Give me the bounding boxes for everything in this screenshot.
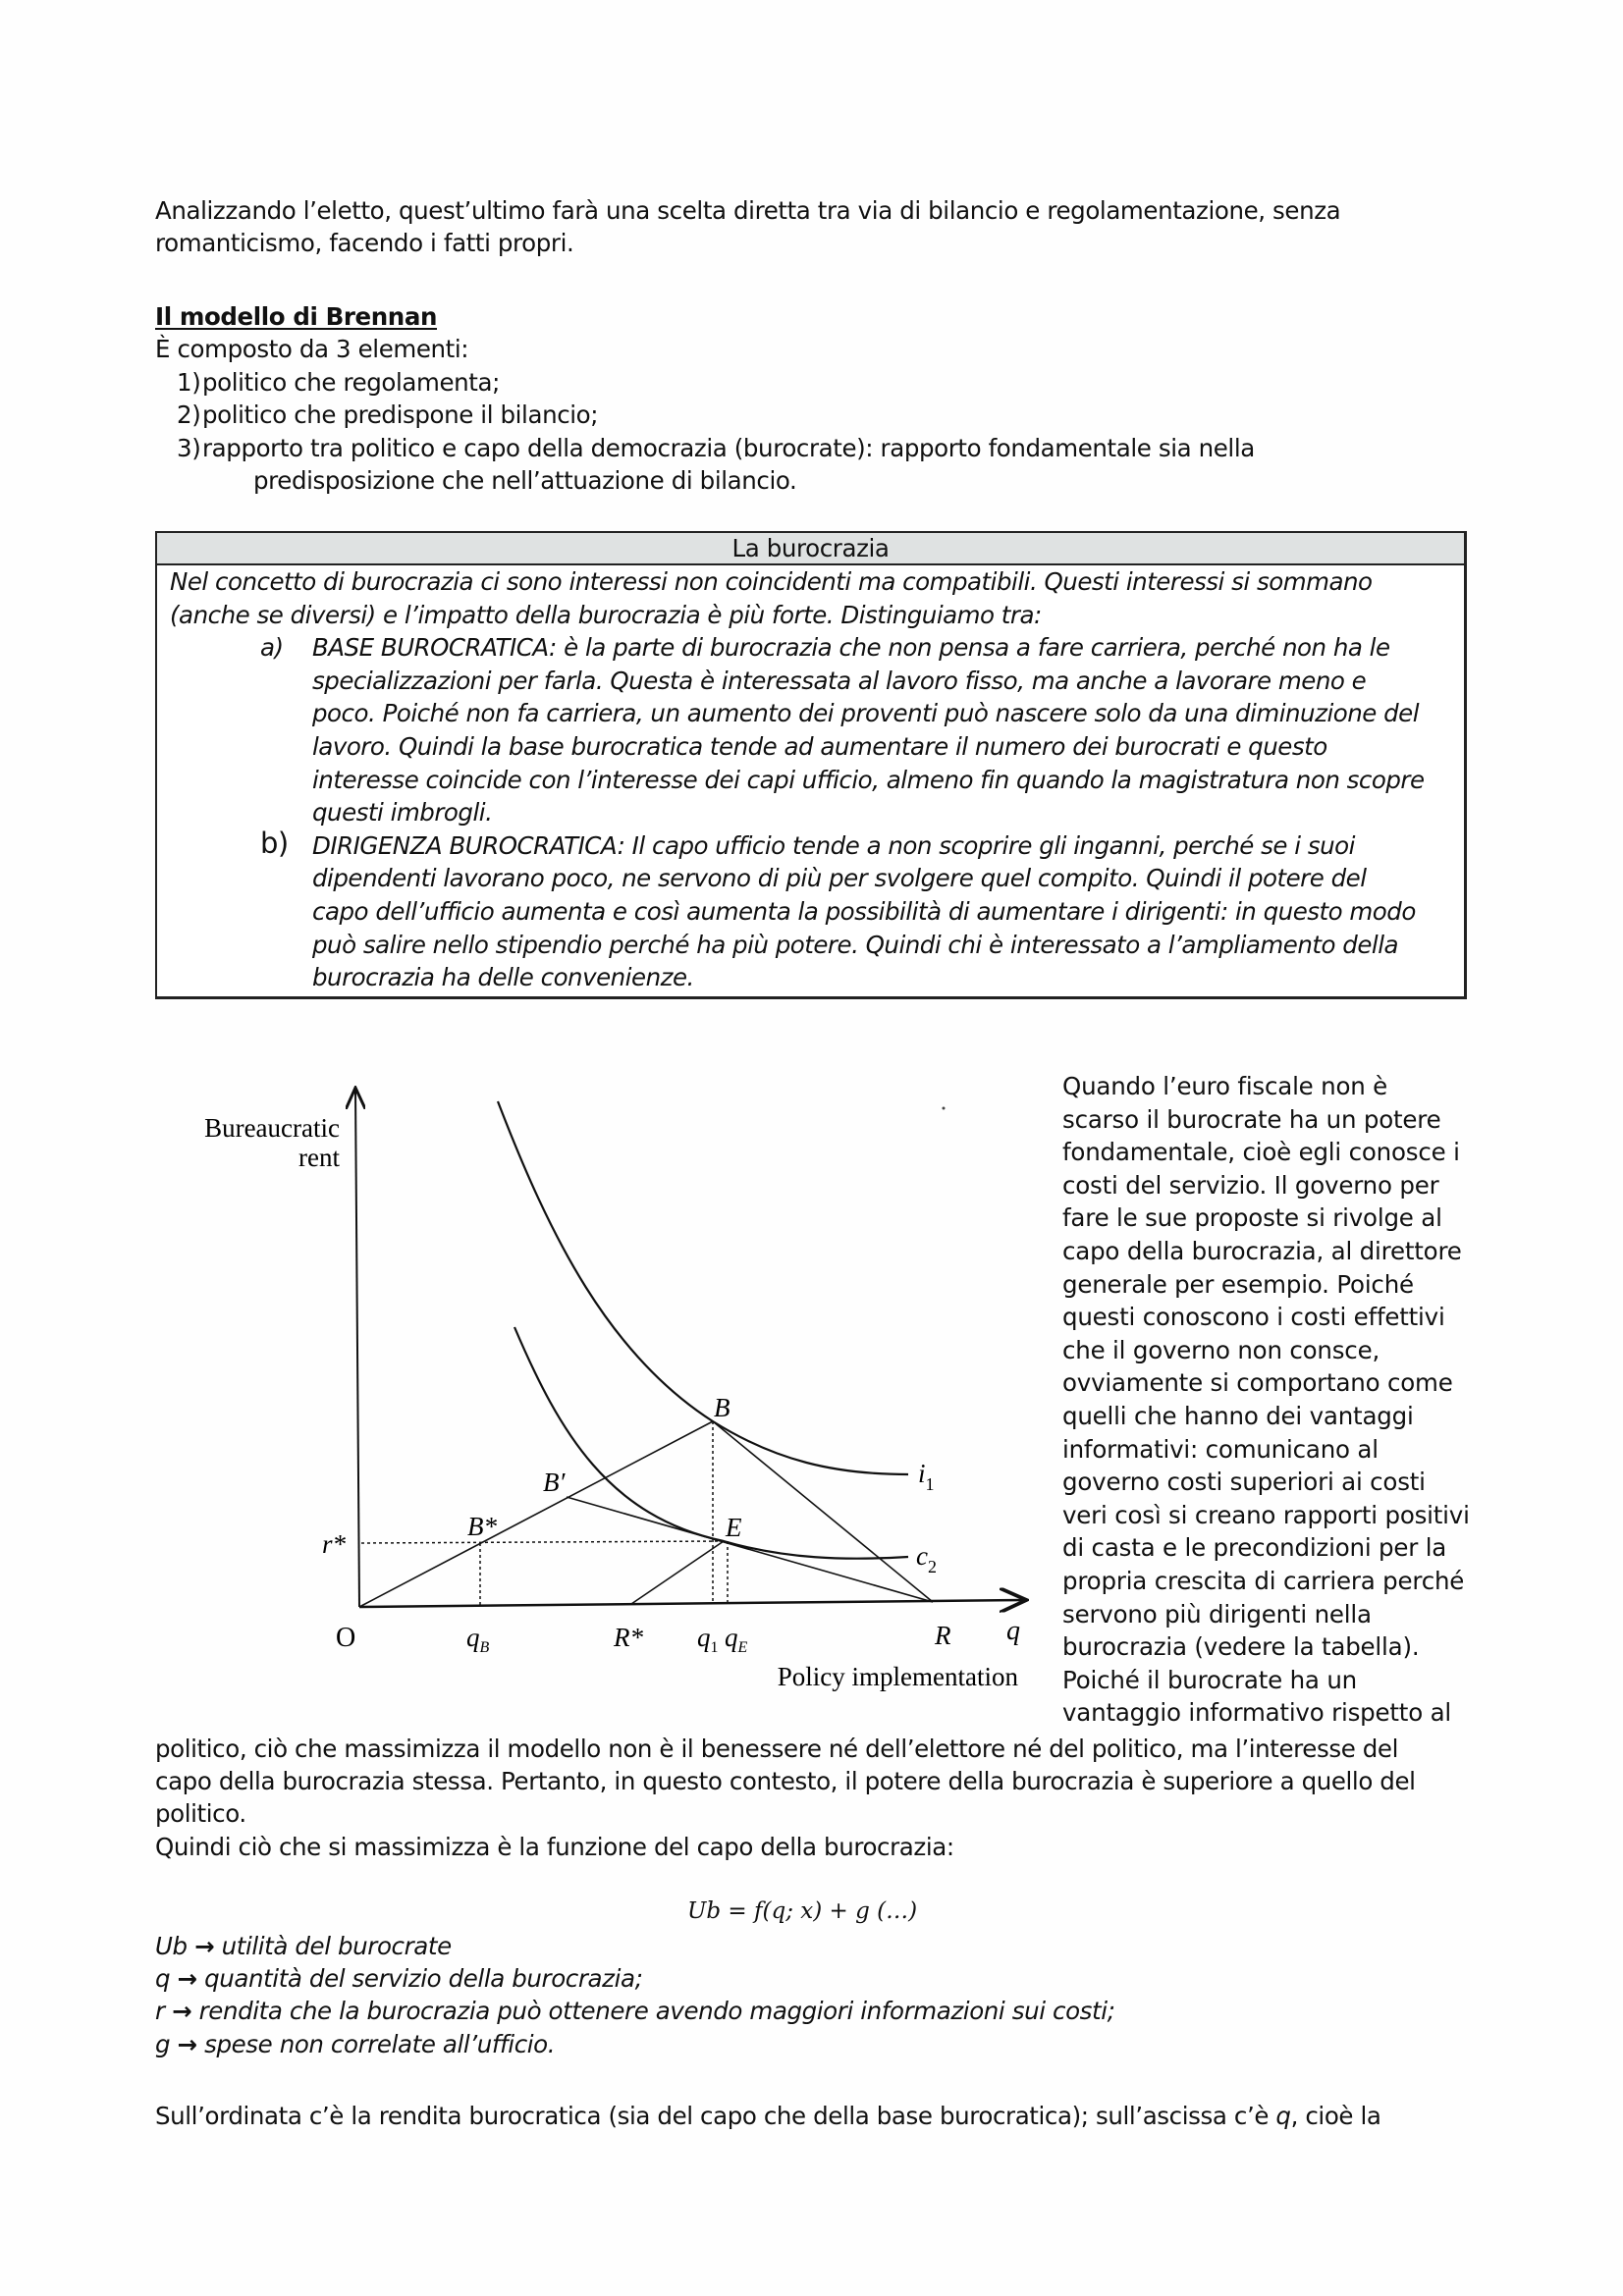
definition-symbol: q (155, 1964, 171, 1993)
right-line: questi conoscono i costi effettivi (1062, 1303, 1445, 1332)
dotted-rstar (361, 1541, 724, 1543)
right-line: informativi: comunicano al (1062, 1434, 1379, 1464)
right-line: fare le sue proposte si rivolge al (1062, 1203, 1442, 1233)
q1-label: $q_1$ (697, 1623, 719, 1656)
x-axis-var: q (1006, 1616, 1020, 1646)
box-item-line: capo dell’ufficio aumenta e così aumenta la possibilità di aumentare i dirigenti: in questo modo (312, 896, 1416, 926)
right-line: veri così si creano rapporti positivi (1062, 1500, 1470, 1529)
arrow-icon: → (194, 1932, 215, 1960)
line-rstar-e (631, 1541, 724, 1604)
definition-ub (155, 1930, 452, 1963)
box-item-line: poco. Poiché non fa carriera, un aumento dei proventi può nascere solo da una diminuzione del (312, 699, 1420, 728)
box-item-line: dipendenti lavorano poco, ne servono di più per svolgere quel compito. Quindi il potere del (312, 864, 1367, 893)
arrow-icon: → (177, 1964, 197, 1993)
continuation-line-4: Quindi ciò che si massimizza è la funzione del capo della burocrazia: (155, 1833, 954, 1861)
right-line: Poiché il burocrate ha un (1062, 1665, 1357, 1694)
right-line: burocrazia (vedere la tabella). (1062, 1632, 1420, 1662)
box-item-line: può salire nello stipendio perché ha più potere. Quindi chi è interessato a l’ampliamento della (312, 930, 1399, 959)
definition-g (155, 2028, 555, 2061)
continuation-line-2: capo della burocrazia stessa. Pertanto, in questo contesto, il potere della burocrazia è superiore a quello del (155, 1767, 1416, 1795)
item-marker: b) (260, 826, 289, 860)
right-line: fondamentale, cioè egli conosce i (1062, 1138, 1460, 1167)
r-label: R (935, 1621, 951, 1650)
list-number: 1) (177, 368, 201, 397)
continuation-line-1: politico, ciò che massimizza il modello non è il benessere né dell’elettore né del politico, ma l’interesse del (155, 1735, 1399, 1763)
definition-text: rendita che la burocrazia può ottenere avendo maggiori informazioni sui costi; (198, 1997, 1115, 2025)
right-line: capo della burocrazia, al direttore (1062, 1236, 1462, 1265)
curve-c2-label: $c_2$ (916, 1541, 937, 1576)
box-intro-line: Nel concetto di burocrazia ci sono interessi non coincidenti ma compatibili. Questi interessi si sommano (170, 567, 1373, 596)
x-axis (359, 1600, 1024, 1607)
definition-text: spese non correlate all’ufficio. (204, 2030, 556, 2058)
final-text-var: q (1275, 2102, 1291, 2130)
line-o-b (359, 1421, 713, 1607)
list-text: politico che regolamenta; (202, 368, 500, 397)
arrow-icon: → (177, 2030, 197, 2058)
definition-text: quantità del servizio della burocrazia; (204, 1964, 643, 1993)
right-line: scarso il burocrate ha un potere (1062, 1104, 1441, 1134)
definition-r (155, 1995, 1115, 2028)
box-item-line: specializzazioni per farla. Questa è interessata al lavoro fisso, ma anche a lavorare meno e (312, 666, 1367, 695)
final-text-after: , cioè la (1290, 2102, 1381, 2130)
definition-text: utilità del burocrate (221, 1932, 452, 1960)
brennan-intro: È composto da 3 elementi: (155, 335, 469, 363)
y-axis-label-1: Bureaucratic (204, 1113, 340, 1143)
y-axis (355, 1090, 359, 1607)
section-heading: Il modello di Brennan (155, 302, 438, 331)
right-line: ovviamente si comportano come (1062, 1368, 1453, 1398)
right-line: di casta e le precondizioni per la (1062, 1533, 1447, 1563)
rstar-label: R* (614, 1623, 643, 1652)
right-line: propria crescita di carriera perché (1062, 1566, 1465, 1595)
right-line: Quando l’euro fiscale non è (1062, 1072, 1388, 1100)
r-star-label: r* (322, 1529, 347, 1559)
right-line: governo costi superiori ai costi (1062, 1468, 1426, 1497)
intro-line-1: Analizzando l’eletto, quest’ultimo farà una scelta diretta tra via di bilancio e regolamentazione, senza (155, 196, 1341, 225)
qb-label: $q_B$ (466, 1623, 490, 1656)
list-number: 3) (177, 434, 201, 462)
point-b-label: B (714, 1393, 730, 1422)
box-title: La burocrazia (157, 533, 1464, 565)
arrow-icon: → (172, 1997, 192, 2025)
right-line: quelli che hanno dei vantaggi (1062, 1401, 1414, 1430)
right-line: servono più dirigenti nella (1062, 1599, 1372, 1629)
list-number: 2) (177, 400, 201, 429)
right-line: costi del servizio. Il governo per (1062, 1170, 1439, 1200)
list-text: politico che predispone il bilancio; (202, 400, 599, 429)
right-line: vantaggio informativo rispetto al (1062, 1698, 1451, 1728)
right-line: generale per esempio. Poiché (1062, 1269, 1414, 1299)
definition-symbol: r (155, 1997, 165, 2025)
box-item-line: questi imbrogli. (312, 798, 493, 828)
box-item-line: BASE BUROCRATICA: è la parte di burocrazia che non pensa a fare carriera, perché non ha le (312, 633, 1390, 663)
origin-label: O (336, 1623, 356, 1653)
item-marker: a) (260, 633, 284, 663)
definition-symbol: Ub (155, 1932, 188, 1960)
box-item-line: burocrazia ha delle convenienze. (312, 963, 694, 992)
right-column (1062, 1070, 1470, 1730)
continuation-line-3: politico. (155, 1799, 246, 1828)
box-item-line: interesse coincide con l’interesse dei capi ufficio, almeno fin quando la magistratura non scopre (312, 765, 1425, 794)
box-intro-line: (anche se diversi) e l’impatto della burocrazia è più forte. Distinguiamo tra: (170, 600, 1042, 629)
box-item-line: DIRIGENZA BUROCRATICA: Il capo ufficio tende a non scoprire gli inganni, perché se i suoi (312, 830, 1355, 860)
qe-label: $q_E$ (725, 1623, 748, 1656)
scan-speck (943, 1107, 946, 1110)
point-bstar-label: B* (467, 1512, 497, 1541)
curve-i1-label: $i_1$ (918, 1459, 935, 1494)
brennan-item-3-continued: predisposizione che nell’attuazione di bilancio. (253, 466, 797, 495)
line-b-r (713, 1421, 933, 1602)
y-axis-label-2: rent (298, 1143, 340, 1172)
point-e-label: E (726, 1513, 742, 1542)
intro-line-2: romanticismo, facendo i fatti propri. (155, 229, 574, 257)
point-bprime-label: B′ (543, 1468, 566, 1497)
definition-q (155, 1962, 642, 1996)
definition-symbol: g (155, 2030, 171, 2058)
utility-formula: Ub = f(q; x) + g (…) (687, 1898, 918, 1924)
final-text-before: Sull’ordinata c’è la rendita burocratica (sia del capo che della base burocratica); sull’ascissa c’è (155, 2102, 1276, 2130)
x-axis-label: Policy implementation (777, 1662, 1018, 1691)
curve-c2 (514, 1327, 908, 1559)
line-bprime-r (567, 1497, 933, 1602)
right-line: che il governo non consce, (1062, 1335, 1380, 1364)
box-item-line: lavoro. Quindi la base burocratica tende ad aumentare il numero dei burocrati e questo (312, 731, 1327, 761)
list-text: rapporto tra politico e capo della democrazia (burocrate): rapporto fondamentale sia nella (202, 434, 1255, 462)
final-line (155, 2100, 1381, 2133)
